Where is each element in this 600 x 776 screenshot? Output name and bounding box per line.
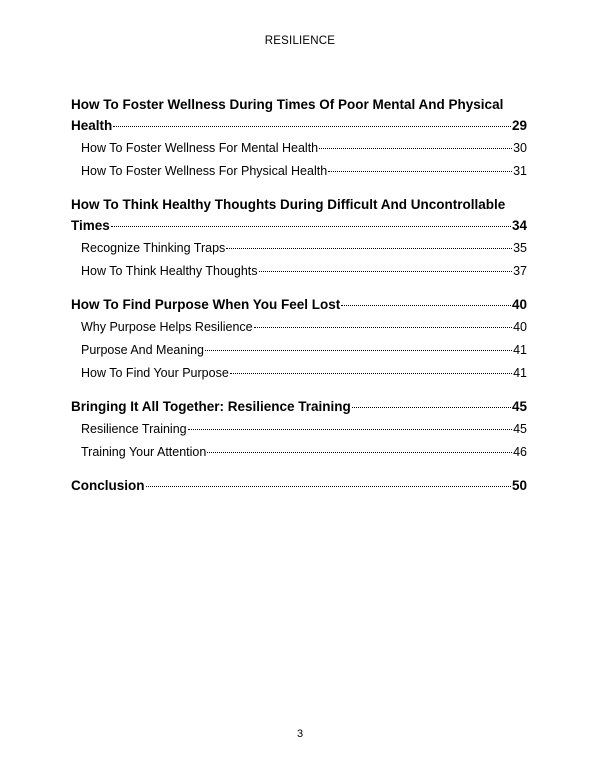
toc-section xyxy=(71,194,527,282)
subsection-entry[interactable] xyxy=(71,340,527,361)
chapter-entry[interactable] xyxy=(71,475,527,496)
subsection-title: Purpose And Meaning xyxy=(81,343,205,357)
subsection-entry[interactable] xyxy=(71,161,527,182)
dot-leader xyxy=(226,248,512,249)
chapter-page-number: 45 xyxy=(511,399,527,414)
chapter-title: How To Find Purpose When You Feel Lost xyxy=(71,297,341,312)
chapter-title: Times xyxy=(71,218,110,233)
subsection-page-number: 40 xyxy=(513,320,527,334)
chapter-page-number: 34 xyxy=(511,218,527,233)
dot-leader xyxy=(207,452,512,453)
subsection-page-number: 37 xyxy=(513,264,527,278)
toc-section xyxy=(71,475,527,496)
dot-leader xyxy=(254,327,512,328)
subsection-entry[interactable] xyxy=(71,419,527,440)
subsection-entry[interactable] xyxy=(71,138,527,159)
running-header: RESILIENCE xyxy=(264,35,336,47)
subsection-title: Why Purpose Helps Resilience xyxy=(81,320,253,334)
dot-leader xyxy=(111,226,511,227)
subsection-title: Recognize Thinking Traps xyxy=(81,241,226,255)
dot-leader xyxy=(259,271,513,272)
subsection-page-number: 31 xyxy=(513,164,527,178)
toc-section xyxy=(71,94,527,182)
subsection-entry[interactable] xyxy=(71,261,527,282)
subsection-title: How To Find Your Purpose xyxy=(81,366,229,380)
subsection-title: How To Think Healthy Thoughts xyxy=(81,264,258,278)
dot-leader xyxy=(341,305,511,306)
toc-section xyxy=(71,396,527,463)
toc-section xyxy=(71,294,527,384)
subsection-title: How To Foster Wellness For Physical Health xyxy=(81,164,328,178)
subsection-page-number: 46 xyxy=(513,445,527,459)
dot-leader xyxy=(205,350,512,351)
subsection-title: How To Foster Wellness For Mental Health xyxy=(81,141,319,155)
subsection-entry[interactable] xyxy=(71,363,527,384)
subsection-page-number: 41 xyxy=(513,343,527,357)
dot-leader xyxy=(328,171,512,172)
subsection-page-number: 41 xyxy=(513,366,527,380)
chapter-page-number: 50 xyxy=(511,478,527,493)
chapter-title-line1: How To Think Healthy Thoughts During Difficult And Uncontrollable xyxy=(71,197,506,212)
subsection-page-number: 45 xyxy=(513,422,527,436)
dot-leader xyxy=(146,486,511,487)
subsection-entry[interactable] xyxy=(71,317,527,338)
subsection-title: Training Your Attention xyxy=(81,445,207,459)
dot-leader xyxy=(319,148,512,149)
chapter-title: Bringing It All Together: Resilience Training xyxy=(71,399,351,414)
dot-leader xyxy=(188,429,512,430)
chapter-title: Conclusion xyxy=(71,478,145,493)
dot-leader xyxy=(113,126,511,127)
subsection-page-number: 35 xyxy=(513,241,527,255)
chapter-entry[interactable] xyxy=(71,294,527,315)
table-of-contents xyxy=(71,94,527,508)
chapter-title: Health xyxy=(71,118,113,133)
dot-leader xyxy=(352,407,511,408)
footer-page-number: 3 xyxy=(296,728,304,740)
subsection-entry[interactable] xyxy=(71,238,527,259)
subsection-entry[interactable] xyxy=(71,442,527,463)
subsection-page-number: 30 xyxy=(513,141,527,155)
chapter-entry[interactable] xyxy=(71,215,527,236)
chapter-entry[interactable] xyxy=(71,396,527,417)
chapter-title-line1: How To Foster Wellness During Times Of Poor Mental And Physical xyxy=(71,97,504,112)
chapter-page-number: 29 xyxy=(511,118,527,133)
subsection-title: Resilience Training xyxy=(81,422,187,436)
dot-leader xyxy=(230,373,512,374)
chapter-entry[interactable] xyxy=(71,115,527,136)
chapter-page-number: 40 xyxy=(511,297,527,312)
